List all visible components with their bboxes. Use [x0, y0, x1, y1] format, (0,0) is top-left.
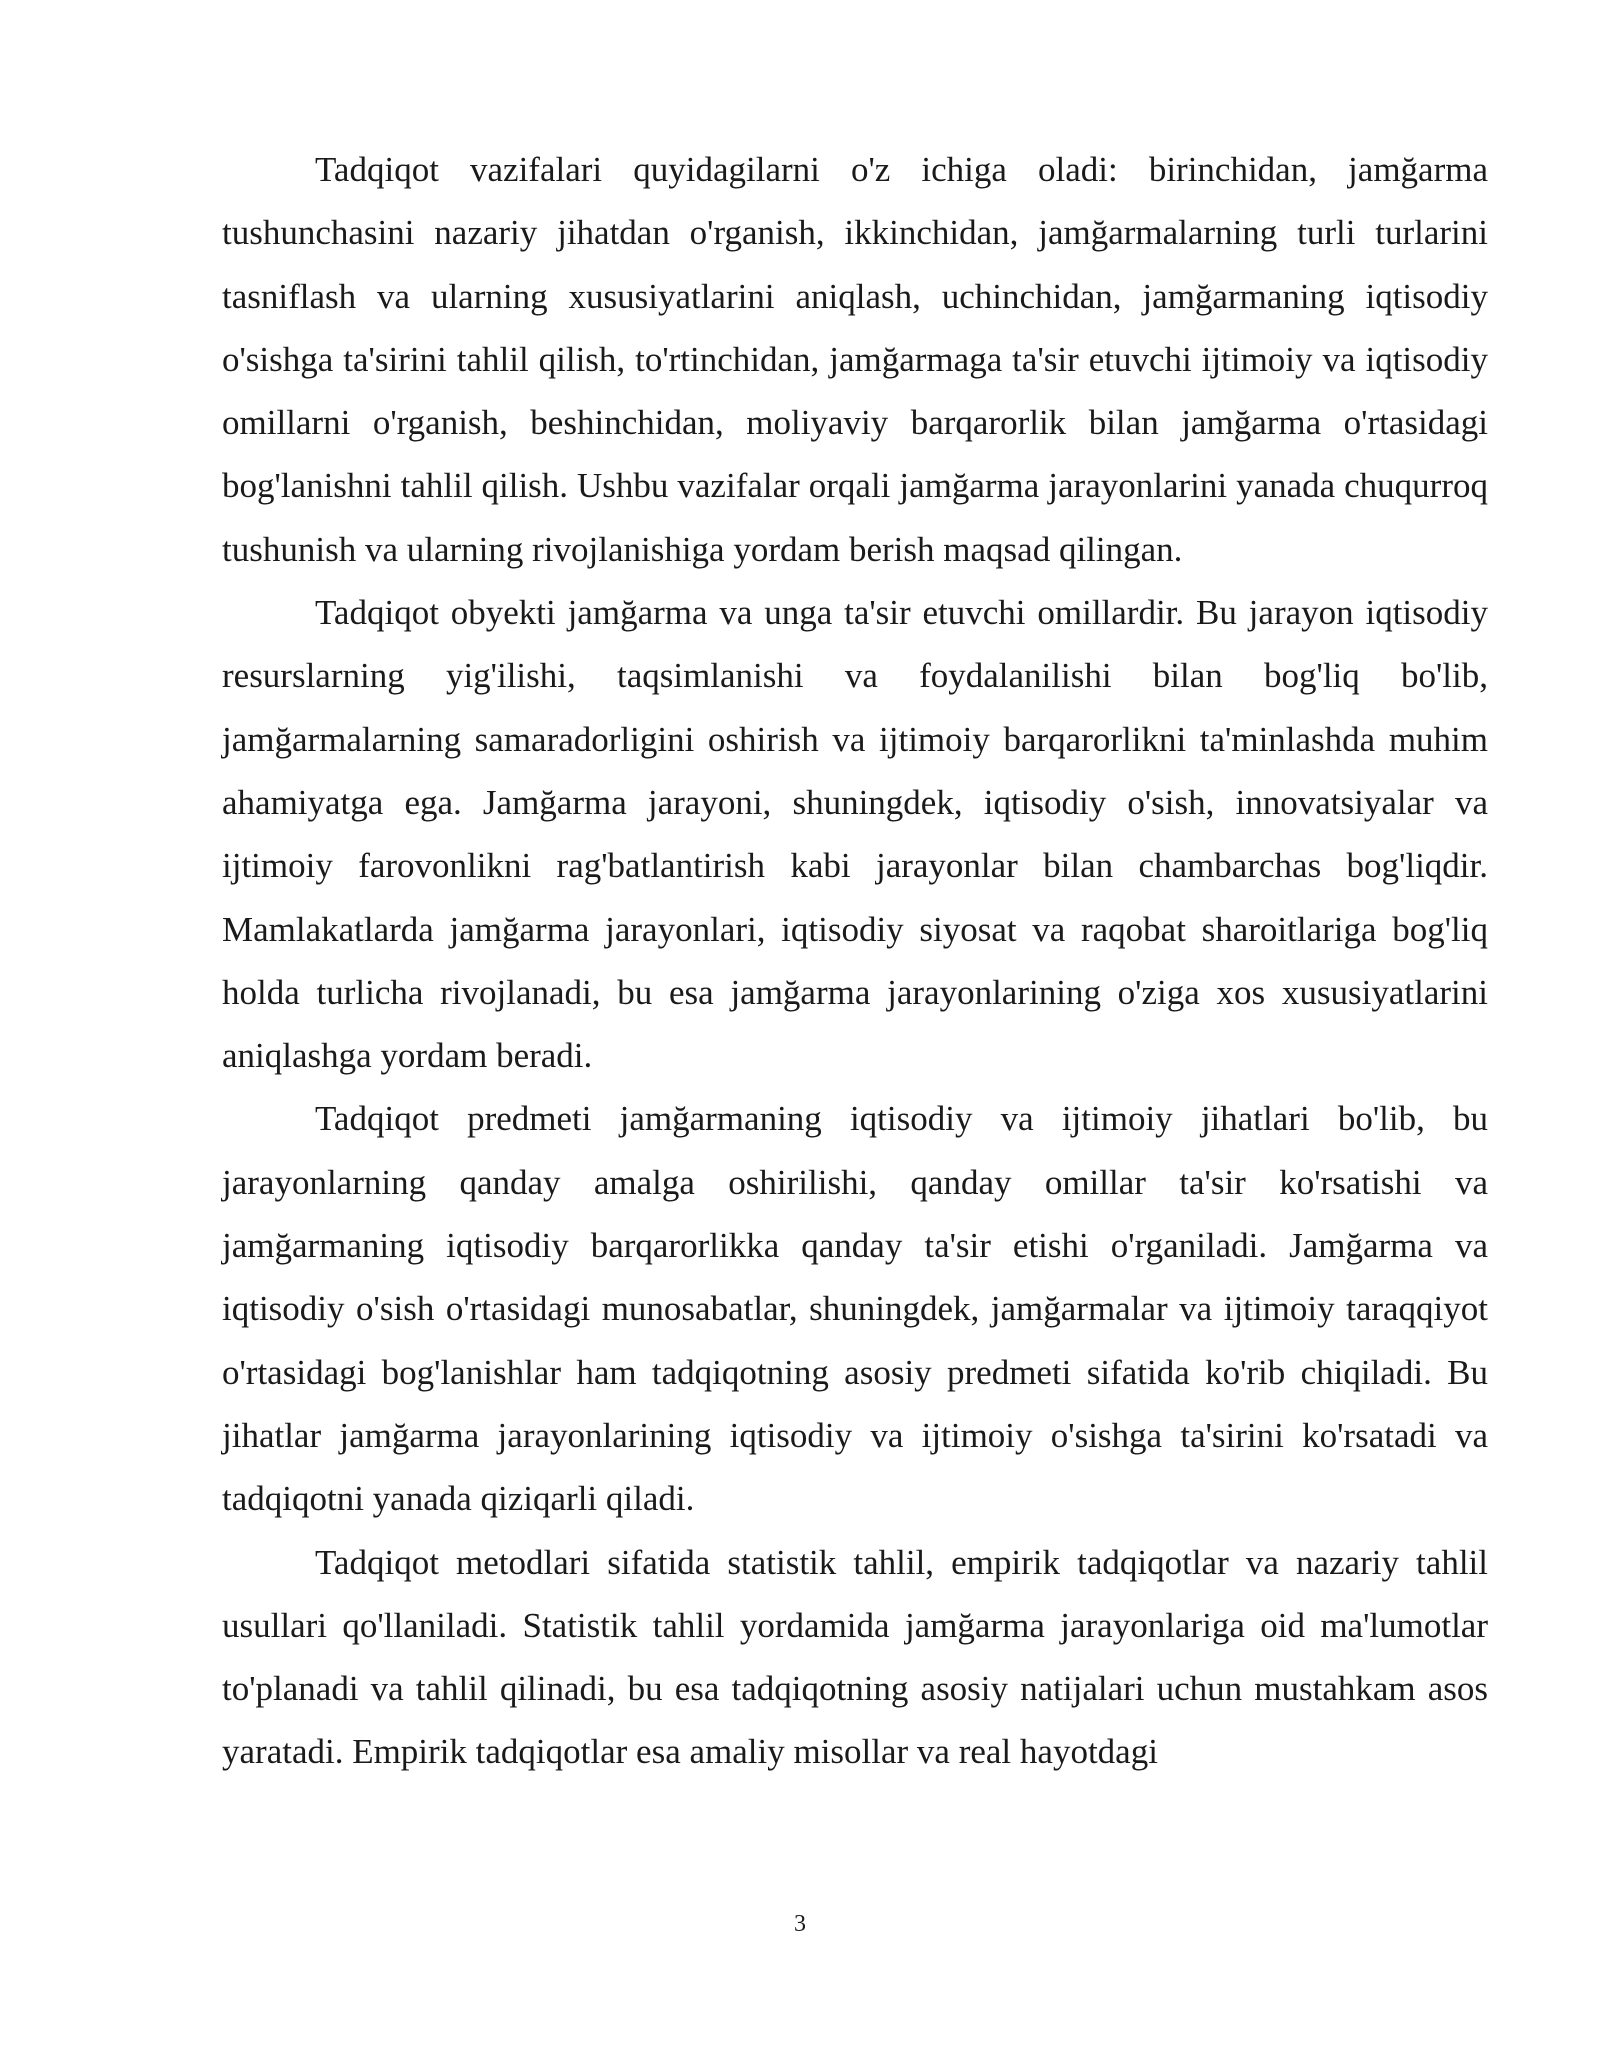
paragraph-research-tasks: Tadqiqot vazifalari quyidagilarni o'z ichiga oladi: birinchidan, jamğarma tushunchasini nazariy jihatdan o'rganish, ikkinchidan, jamğarmalarning turli turlarini tasniflash va ularning xususiyatlarini aniqlash, uchinchidan, jamğarmaning iqtisodiy o'sishga ta'sirini tahlil qilish, to'rtinchidan, jamğarmaga ta'sir etuvchi ijtimoiy va iqtisodiy omillarni o'rganish, beshinchidan, moliyaviy barqarorlik bilan jamğarma o'rtasidagi bog'lanishni tahlil qilish. Ushbu vazifalar orqali jamğarma jarayonlarini yanada chuqurroq tushunish va ularning rivojlanishiga yordam berish maqsad qilingan. [222, 150, 1488, 569]
paragraph-research-subject: Tadqiqot predmeti jamğarmaning iqtisodiy va ijtimoiy jihatlari bo'lib, bu jarayonlarning qanday amalga oshirilishi, qanday omillar ta'sir ko'rsatishi va jamğarmaning iqtisodiy barqarorlikka qanday ta'sir etishi o'rganiladi. Jamğarma va iqtisodiy o'sish o'rtasidagi munosabatlar, shuningdek, jamğarmalar va ijtimoiy taraqqiyot o'rtasidagi bog'lanishlar ham tadqiqotning asosiy predmeti sifatida ko'rib chiqiladi. Bu jihatlar jamğarma jarayonlarining iqtisodiy va ijtimoiy o'sishga ta'sirini ko'rsatadi va tadqiqotni yanada qiziqarli qiladi. [222, 1099, 1488, 1519]
paragraph-research-methods: Tadqiqot metodlari sifatida statistik tahlil, empirik tadqiqotlar va nazariy tahlil usullari qo'llaniladi. Statistik tahlil yordamida jamğarma jarayonlariga oid ma'lumotlar to'planadi va tahlil qilinadi, bu esa tadqiqotning asosiy natijalari uchun mustahkam asos yaratadi. Empirik tadqiqotlar esa amaliy misollar va real hayotdagi [222, 1542, 1488, 1772]
body-text [222, 138, 1488, 1784]
page-number: 3 [794, 1911, 806, 1937]
paragraph-research-object: Tadqiqot obyekti jamğarma va unga ta'sir etuvchi omillardir. Bu jarayon iqtisodiy resurslarning yig'ilishi, taqsimlanishi va foydalanilishi bilan bog'liq bo'lib, jamğarmalarning samaradorligini oshirish va ijtimoiy barqarorlikni ta'minlashda muhim ahamiyatga ega. Jamğarma jarayoni, shuningdek, iqtisodiy o'sish, innovatsiyalar va ijtimoiy farovonlikni rag'batlantirish kabi jarayonlar bilan chambarchas bog'liqdir. Mamlakatlarda jamğarma jarayonlari, iqtisodiy siyosat va raqobat sharoitlariga bog'liq holda turlicha rivojlanadi, bu esa jamğarma jarayonlarining o'ziga xos xususiyatlarini aniqlashga yordam beradi. [222, 593, 1488, 1076]
